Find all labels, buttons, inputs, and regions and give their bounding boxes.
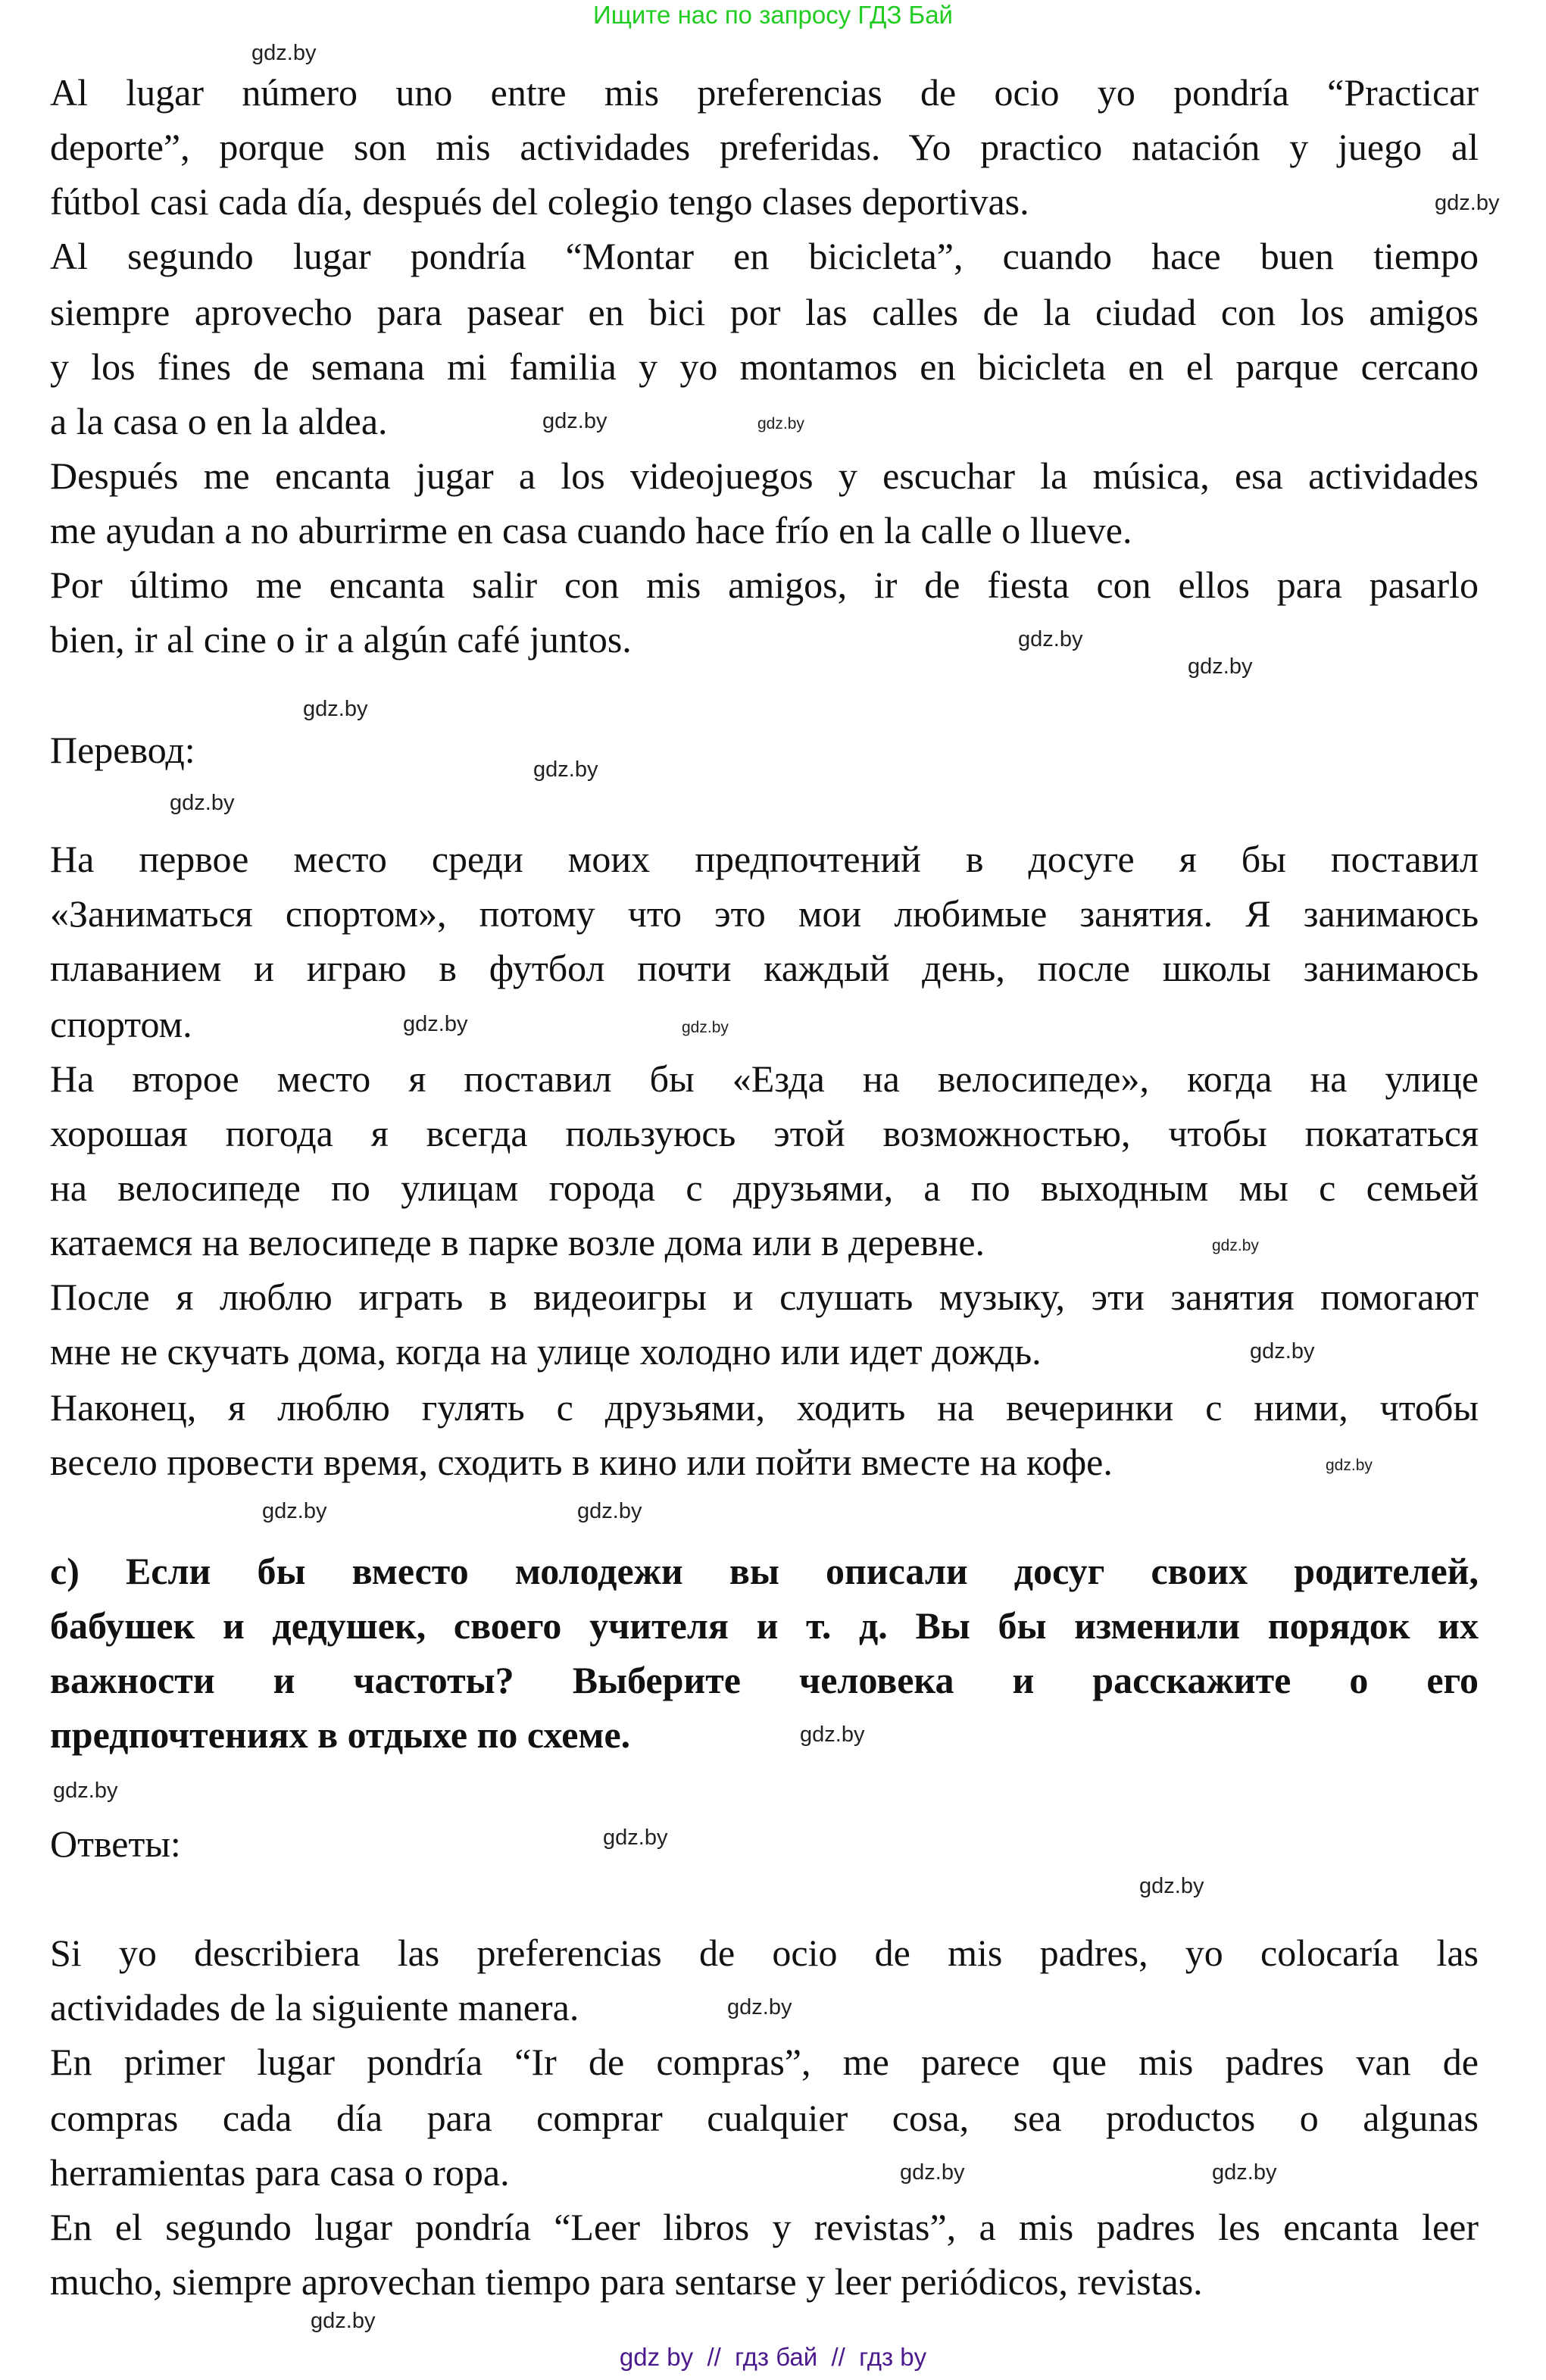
watermark: gdz.by	[757, 415, 804, 433]
text-line: Al lugar número uno entre mis preferencias de ocio yo pondría “Practicar	[50, 71, 1479, 114]
watermark: gdz.by	[251, 41, 317, 65]
watermark: gdz.by	[577, 1499, 642, 1523]
text-line: мне не скучать дома, когда на улице холодно или идет дождь.	[50, 1330, 1042, 1373]
watermark: gdz.by	[603, 1826, 668, 1850]
task-question-line: важности и частоты? Выберите человека и расскажите о его	[50, 1659, 1479, 1701]
text-line: После я люблю играть в видеоигры и слушать музыку, эти занятия помогают	[50, 1276, 1479, 1318]
text-line: bien, ir al cine o ir a algún café juntos.	[50, 618, 632, 661]
watermark: gdz.by	[727, 1995, 792, 2019]
text-line: En primer lugar pondría “Ir de compras”, me parece que mis padres van de	[50, 2041, 1479, 2083]
text-line: На первое место среди моих предпочтений в досуге я бы поставил	[50, 838, 1479, 880]
task-question-line: c) Если бы вместо молодежи вы описали досуг своих родителей,	[50, 1550, 1479, 1592]
watermark: gdz.by	[900, 2160, 965, 2185]
watermark: gdz.by	[262, 1499, 327, 1523]
watermark: gdz.by	[1212, 2160, 1277, 2185]
text-line: Por último me encanta salir con mis amigos, ir de fiesta con ellos para pasarlo	[50, 564, 1479, 606]
text-line: a la casa o en la aldea.	[50, 400, 388, 442]
task-question-line: бабушек и дедушек, своего учителя и т. д. Вы бы изменили порядок их	[50, 1604, 1479, 1647]
section-heading: Ответы:	[50, 1822, 181, 1865]
text-line: На второе место я поставил бы «Езда на велосипеде», когда на улице	[50, 1057, 1479, 1100]
text-line: mucho, siempre aprovechan tiempo para sentarse y leer periódicos, revistas.	[50, 2260, 1203, 2303]
watermark: gdz.by	[1139, 1874, 1204, 1898]
text-line: En el segundo lugar pondría “Leer libros y revistas”, a mis padres les encanta leer	[50, 2206, 1479, 2248]
watermark: gdz.by	[303, 697, 368, 721]
text-line: на велосипеде по улицам города с друзьями, а по выходным мы с семьей	[50, 1167, 1479, 1209]
watermark: gdz.by	[1188, 654, 1253, 679]
text-line: deporte”, porque son mis actividades preferidas. Yo practico natación y juego al	[50, 126, 1479, 168]
text-line: siempre aprovecho para pasear en bici por las calles de la ciudad con los amigos	[50, 291, 1479, 333]
task-question-line: предпочтениях в отдыхе по схеме.	[50, 1713, 631, 1756]
watermark: gdz.by	[1018, 627, 1083, 651]
watermark: gdz.by	[1250, 1339, 1315, 1363]
text-line: «Заниматься спортом», потому что это мои любимые занятия. Я занимаюсь	[50, 892, 1479, 935]
text-line: actividades de la siguiente manera.	[50, 1986, 579, 2029]
text-line: хорошая погода я всегда пользуюсь этой возможностью, чтобы покататься	[50, 1112, 1479, 1154]
footer-links[interactable]: gdz by // гдз бай // гдз by	[619, 2343, 927, 2371]
watermark: gdz.by	[682, 1019, 729, 1036]
text-line: спортом.	[50, 1003, 192, 1045]
text-line: me ayudan a no aburrirme en casa cuando hace frío en la calle o llueve.	[50, 509, 1132, 551]
watermark: gdz.by	[542, 409, 607, 433]
watermark: gdz.by	[1212, 1237, 1259, 1254]
watermark: gdz.by	[170, 791, 235, 815]
watermark: gdz.by	[311, 2309, 376, 2333]
text-line: весело провести время, сходить в кино или пойти вместе на кофе.	[50, 1441, 1113, 1483]
watermark: gdz.by	[1435, 191, 1500, 215]
text-line: fútbol casi cada día, después del colegio tengo clases deportivas.	[50, 180, 1029, 223]
watermark: gdz.by	[533, 757, 598, 782]
text-line: Наконец, я люблю гулять с друзьями, ходить на вечеринки с ними, чтобы	[50, 1386, 1479, 1429]
search-banner[interactable]: Ищите нас по запросу ГДЗ Бай	[593, 1, 953, 29]
text-line: плаванием и играю в футбол почти каждый день, после школы занимаюсь	[50, 947, 1479, 989]
text-line: Si yo describiera las preferencias de ocio de mis padres, yo colocaría las	[50, 1932, 1479, 1974]
watermark: gdz.by	[53, 1779, 118, 1803]
text-line: Al segundo lugar pondría “Montar en bicicleta”, cuando hace buen tiempo	[50, 235, 1479, 277]
text-line: катаемся на велосипеде в парке возле дома или в деревне.	[50, 1221, 985, 1263]
section-heading: Перевод:	[50, 729, 195, 771]
text-line: Después me encanta jugar a los videojuegos y escuchar la música, esa actividades	[50, 454, 1479, 497]
watermark: gdz.by	[1326, 1457, 1373, 1474]
text-line: herramientas para casa o ropa.	[50, 2151, 510, 2194]
text-line: compras cada día para comprar cualquier cosa, sea productos o algunas	[50, 2097, 1479, 2139]
watermark: gdz.by	[403, 1012, 468, 1036]
text-line: y los fines de semana mi familia y yo montamos en bicicleta en el parque cercano	[50, 345, 1479, 388]
watermark: gdz.by	[800, 1723, 865, 1747]
